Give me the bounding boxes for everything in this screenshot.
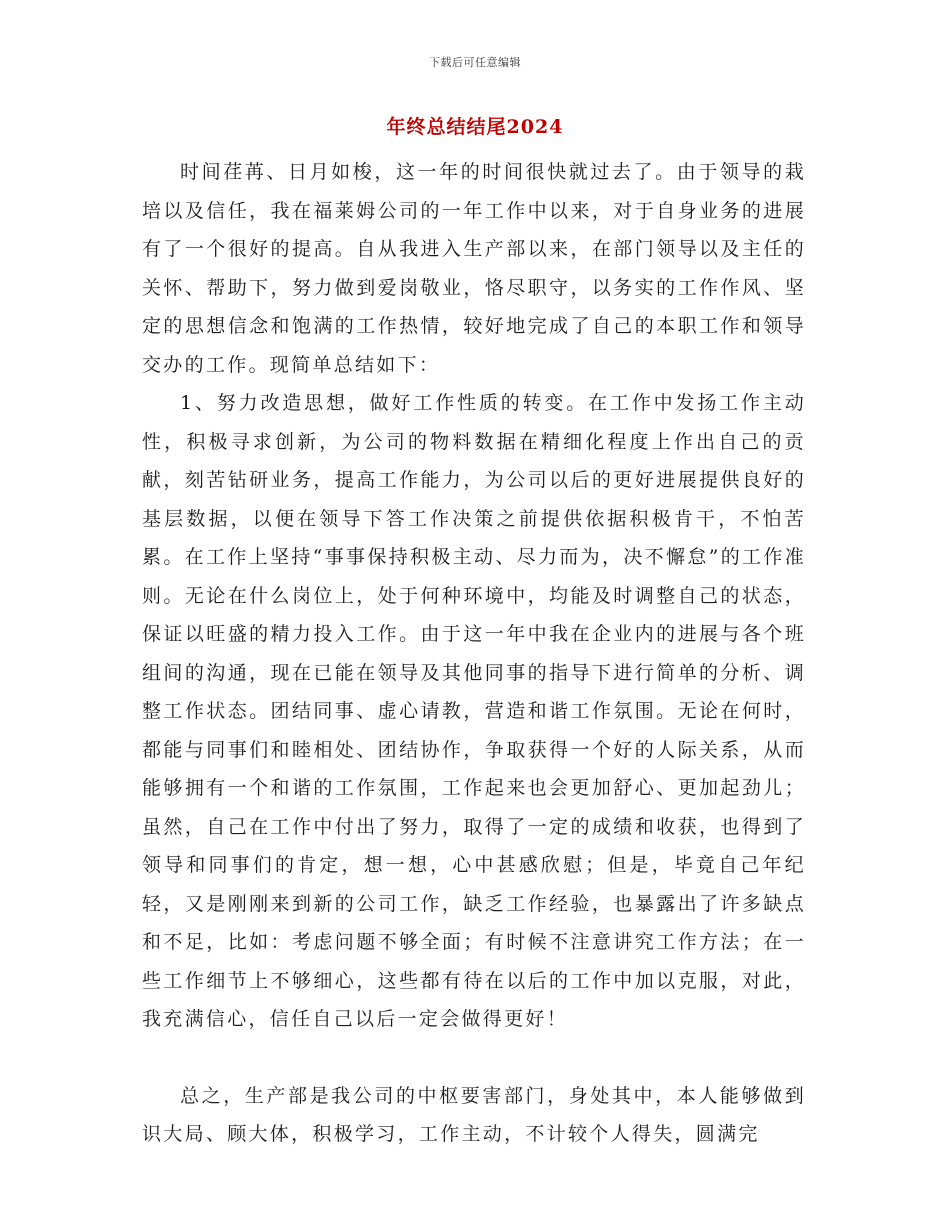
paragraph-point-1: 1、努力改造思想，做好工作性质的转变。在工作中发扬工作主动性，积极寻求创新，为公司的物料数据在精细化程度上作出自己的贡献，刻苦钻研业务，提高工作能力，为公司以后的更好进展提供良好的基层数据，以便在领导下答工作决策之前提供依据积极肯干，不怕苦累。在工作上坚持“事事保持积极主动、尽力而为，决不懈怠”的工作准则。无论在什么岗位上，处于何种环境中，均能及时调整自己的状态，保证以旺盛的精力投入工作。由于这一年中我在企业内的进展与各个班组间的沟通，现在已能在领导及其他同事的指导下进行简单的分析、调整工作状态。团结同事、虚心请教，营造和谐工作氛围。无论在何时，都能与同事们和睦相处、团结协作，争取获得一个好的人际关系，从而能够拥有一个和谐的工作氛围，工作起来也会更加舒心、更加起劲儿；虽然，自己在工作中付出了努力，取得了一定的成绩和收获，也得到了领导和同事们的肯定，想一想，心中甚感欣慰；但是，毕竟自己年纪轻，又是刚刚来到新的公司工作，缺乏工作经验，也暴露出了许多缺点和不足，比如：考虑问题不够全面；有时候不注意讲究工作方法；在一些工作细节上不够细心，这些都有待在以后的工作中加以克服，对此，我充满信心，信任自己以后一定会做得更好！: [142, 392, 806, 1030]
document-body: [142, 153, 806, 1154]
paragraph-spacer: [142, 1039, 806, 1077]
paragraph-intro: 时间荏苒、日月如梭，这一年的时间很快就过去了。由于领导的栽培以及信任，我在福莱姆公司的一年工作中以来，对于自身业务的进展有了一个很好的提高。自从我进入生产部以来，在部门领导以及主任的关怀、帮助下，努力做到爱岗敬业，恪尽职守，以务实的工作作风、坚定的思想信念和饱满的工作热情，较好地完成了自己的本职工作和领导交办的工作。现简单总结如下：: [142, 161, 806, 376]
paragraph-conclusion: 总之，生产部是我公司的中枢要害部门，身处其中，本人能够做到识大局、顾大体，积极学习，工作主动，不计较个人得失，圆满完: [142, 1084, 806, 1145]
header-note: 下载后可任意编辑: [429, 56, 521, 69]
document-title: 年终总结结尾2024: [386, 116, 564, 138]
